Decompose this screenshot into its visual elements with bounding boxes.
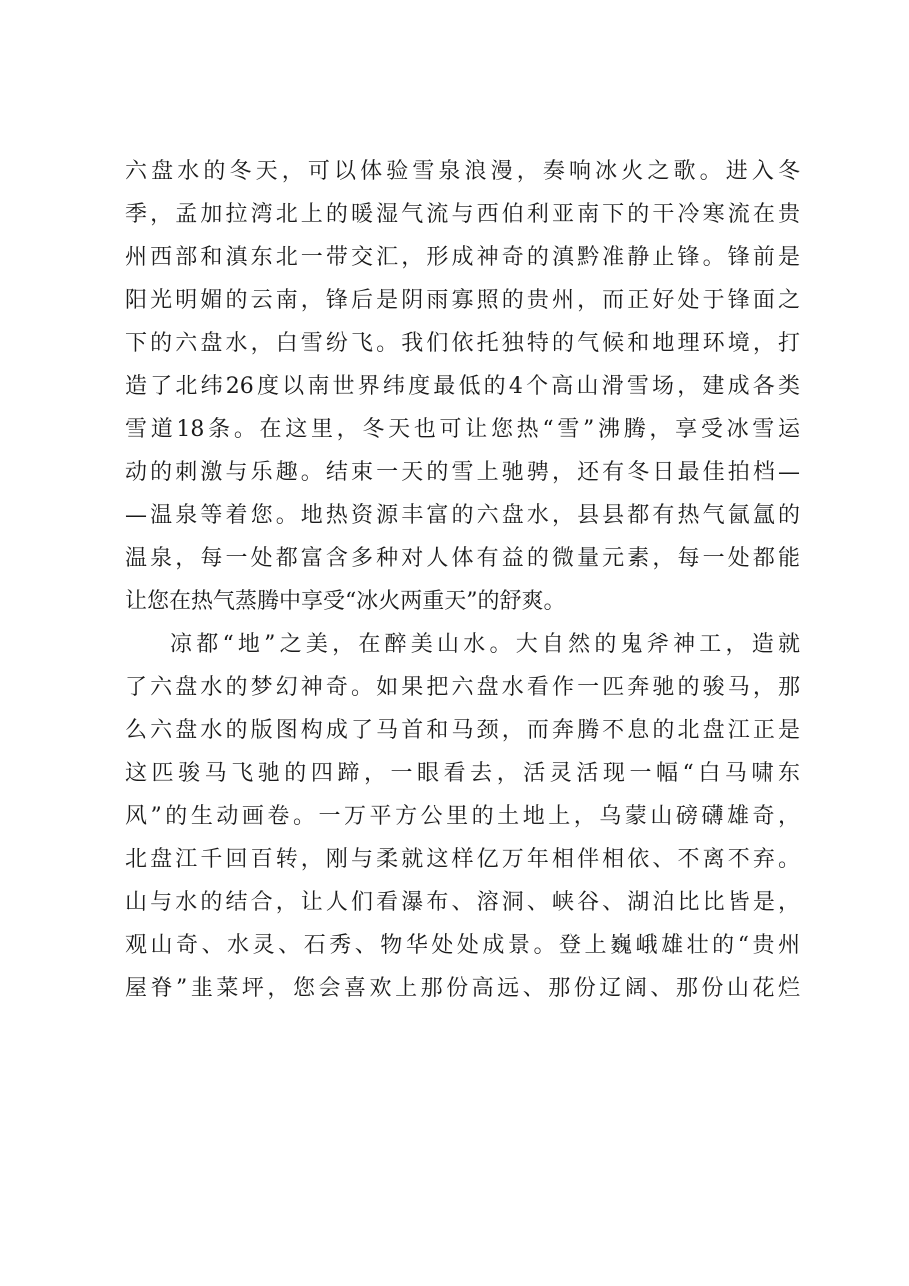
- text-line: 动的刺激与乐趣。结束一天的雪上驰骋，还有冬日最佳拍档—: [125, 460, 800, 485]
- text-line: 造了北纬26度以南世界纬度最低的4个高山滑雪场，建成各类: [125, 374, 800, 399]
- text-line: 六盘水的冬天，可以体验雪泉浪漫，奏响冰火之歌。进入冬: [125, 159, 800, 184]
- text-line: 这匹骏马飞驰的四蹄，一眼看去，活灵活现一幅“白马啸东: [125, 761, 800, 786]
- text-line: 么六盘水的版图构成了马首和马颈，而奔腾不息的北盘江正是: [125, 718, 800, 743]
- paragraph-winter: [125, 150, 800, 623]
- text-line: 风”的生动画卷。一万平方公里的土地上，乌蒙山磅礴雄奇，: [125, 804, 800, 829]
- text-line: 雪道18条。在这里，冬天也可让您热“雪”沸腾，享受冰雪运: [125, 417, 800, 442]
- text-line: 温泉，每一处都富含多种对人体有益的微量元素，每一处都能: [125, 546, 800, 571]
- text-line: 屋脊”韭菜坪，您会喜欢上那份高远、那份辽阔、那份山花烂: [125, 976, 800, 1001]
- paragraph-landscape: [125, 623, 800, 1010]
- text-line: 州西部和滇东北一带交汇，形成神奇的滇黔准静止锋。锋前是: [125, 245, 800, 270]
- text-line: 北盘江千回百转，刚与柔就这样亿万年相伴相依、不离不弃。: [125, 847, 800, 872]
- text-line: 下的六盘水，白雪纷飞。我们依托独特的气候和地理环境，打: [125, 331, 800, 356]
- text-line: 让您在热气蒸腾中享受“冰火两重天”的舒爽。: [125, 589, 566, 614]
- document-body: [125, 150, 800, 1010]
- text-line: —温泉等着您。地热资源丰富的六盘水，县县都有热气氤氲的: [125, 503, 800, 528]
- text-line: 山与水的结合，让人们看瀑布、溶洞、峡谷、湖泊比比皆是，: [125, 890, 800, 915]
- text-line: 阳光明媚的云南，锋后是阴雨寡照的贵州，而正好处于锋面之: [125, 288, 800, 313]
- text-line: 观山奇、水灵、石秀、物华处处成景。登上巍峨雄壮的“贵州: [125, 933, 800, 958]
- text-line: 季，孟加拉湾北上的暖湿气流与西伯利亚南下的干冷寒流在贵: [125, 202, 800, 227]
- text-line: 了六盘水的梦幻神奇。如果把六盘水看作一匹奔驰的骏马，那: [125, 675, 800, 700]
- text-line: 凉都“地”之美，在醉美山水。大自然的鬼斧神工，造就: [170, 632, 800, 657]
